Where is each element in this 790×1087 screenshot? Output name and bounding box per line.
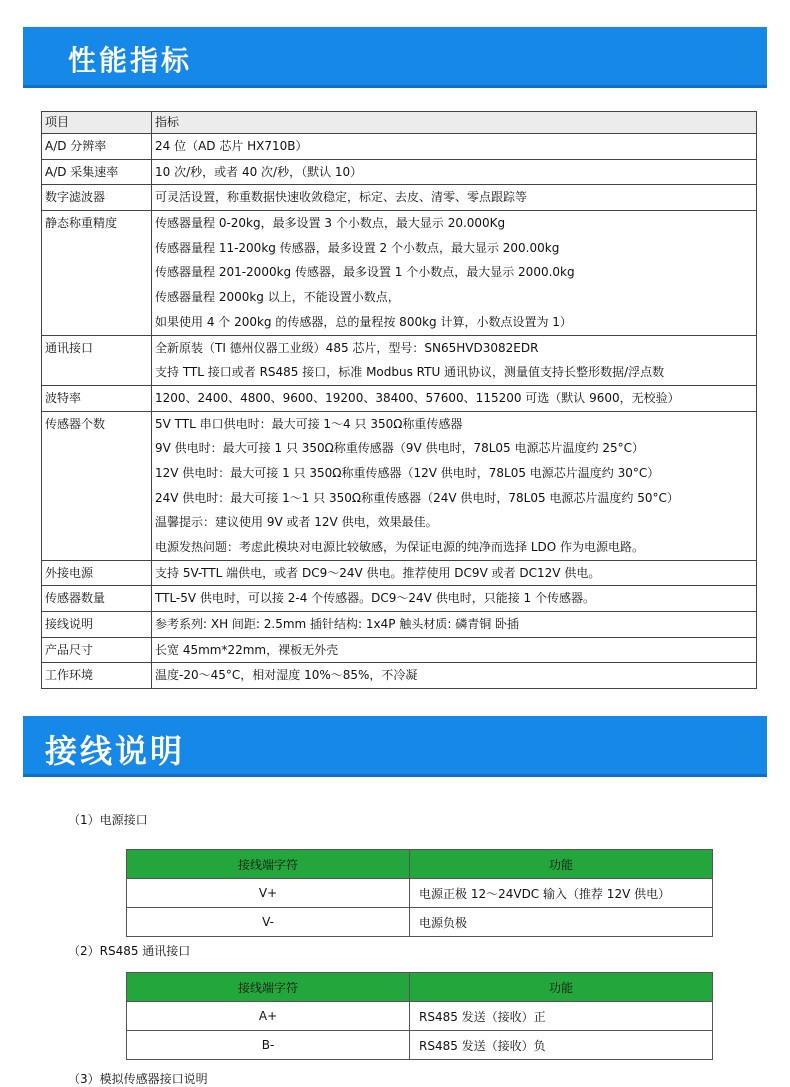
function-cell: 电源正极 12～24VDC 输入（推荐 12V 供电） <box>410 879 713 908</box>
table-row <box>127 908 713 937</box>
spec-item-label: 静态称重精度 <box>45 216 118 231</box>
spec-value-cell <box>152 663 757 689</box>
terminal-cell: A+ <box>127 1002 410 1031</box>
wiring-banner <box>23 716 767 777</box>
header-function: 功能 <box>410 850 713 879</box>
spec-value-line: 9V 供电时：最大可接 1 只 350Ω称重传感器（9V 供电时，78L05 电源芯片温度约 25°C） <box>155 441 644 456</box>
spec-value-cell <box>152 385 757 411</box>
terminal-cell: B- <box>127 1031 410 1060</box>
spec-item-label: 产品尺寸 <box>45 642 94 657</box>
sensor-port-label: （3）模拟传感器接口说明 <box>68 1072 208 1086</box>
rs485-port-label: （2）RS485 通讯接口 <box>68 944 191 958</box>
performance-banner <box>23 27 767 88</box>
header-function: 功能 <box>410 973 713 1002</box>
spec-value-line: TTL-5V 供电时，可以接 2-4 个传感器。DC9～24V 供电时，只能接 1 个传感器。 <box>155 591 595 606</box>
table-row <box>42 612 757 638</box>
spec-value-cell <box>152 211 757 335</box>
spec-item-cell <box>42 586 152 612</box>
spec-item-label: 传感器个数 <box>45 416 106 431</box>
spec-value-line: 温馨提示：建议使用 9V 或者 12V 供电，效果最佳。 <box>155 515 438 530</box>
table-header-row <box>127 973 713 1002</box>
spec-item-cell <box>42 612 152 638</box>
table-row <box>42 411 757 560</box>
table-row <box>42 185 757 211</box>
table-row <box>42 586 757 612</box>
spec-item-label: A/D 分辨率 <box>45 139 107 153</box>
spec-value-line: 12V 供电时：最大可接 1 只 350Ω称重传感器（12V 供电时，78L05 电源芯片温度约 30°C） <box>155 465 660 480</box>
spec-value-line: 如果使用 4 个 200kg 的传感器，总的量程按 800kg 计算，小数点设置为 1） <box>155 314 572 329</box>
spec-value-cell <box>152 159 757 185</box>
spec-value-line: 24 位（AD 芯片 HX710B） <box>155 139 308 153</box>
wiring-title: 接线说明 <box>45 732 186 770</box>
spec-value-cell <box>152 411 757 560</box>
header-terminal: 接线端字符 <box>127 850 410 879</box>
spec-value-cell <box>152 560 757 586</box>
spec-item-cell <box>42 411 152 560</box>
spec-item-cell <box>42 211 152 335</box>
spec-value-cell <box>152 185 757 211</box>
spec-value-cell <box>152 637 757 663</box>
function-cell: 电源负极 <box>410 908 713 937</box>
spec-value-line: 可灵活设置，称重数据快速收敛稳定，标定、去皮、清零、零点跟踪等 <box>155 190 528 205</box>
function-cell: RS485 发送（接收）正 <box>410 1002 713 1031</box>
power-port-label: （1）电源接口 <box>68 813 148 827</box>
header-terminal: 接线端字符 <box>127 973 410 1002</box>
spec-value-line: 传感器量程 0-20kg，最多设置 3 个小数点，最大显示 20.000Kg <box>155 216 506 231</box>
spec-header-value: 指标 <box>152 112 757 134</box>
spec-item-label: A/D 采集速率 <box>45 164 119 179</box>
spec-value-line: 1200、2400、4800、9600、19200、38400、57600、115200 可选（默认 9600，无校验） <box>155 390 680 405</box>
spec-item-label: 数字滤波器 <box>45 190 106 205</box>
table-row <box>127 1002 713 1031</box>
spec-item-cell <box>42 134 152 160</box>
spec-value-line: 传感器量程 201-2000kg 传感器，最多设置 1 个小数点，最大显示 2000.0kg <box>155 265 575 280</box>
power-port-table <box>126 849 713 937</box>
table-row <box>42 335 757 385</box>
spec-value-line: 支持 TTL 接口或者 RS485 接口，标准 Modbus RTU 通讯协议，测量值支持长整形数据/浮点数 <box>155 365 665 380</box>
spec-item-label: 接线说明 <box>45 617 94 632</box>
spec-item-label: 外接电源 <box>45 565 94 580</box>
spec-value-cell <box>152 612 757 638</box>
spec-item-label: 通讯接口 <box>45 340 94 355</box>
spec-table <box>41 111 757 689</box>
spec-item-cell <box>42 637 152 663</box>
spec-header-item: 项目 <box>42 112 152 134</box>
table-row <box>42 211 757 335</box>
spec-value-line: 24V 供电时：最大可接 1～1 只 350Ω称重传感器（24V 供电时，78L05 电源芯片温度约 50°C） <box>155 490 679 505</box>
spec-value-line: 电源发热问题：考虑此模块对电源比较敏感，为保证电源的纯净而选择 LDO 作为电源电路。 <box>155 540 645 554</box>
table-row <box>42 560 757 586</box>
spec-value-cell <box>152 586 757 612</box>
spec-value-line: 10 次/秒，或者 40 次/秒，（默认 10） <box>155 164 363 179</box>
table-row <box>42 637 757 663</box>
terminal-cell: V+ <box>127 879 410 908</box>
spec-value-line: 长宽 45mm*22mm，裸板无外壳 <box>155 642 339 657</box>
spec-item-label: 传感器数量 <box>45 591 106 606</box>
spec-value-line: 参考系列: XH 间距: 2.5mm 插针结构: 1x4P 触头材质: 磷青铜 卧插 <box>155 617 520 632</box>
table-header-row <box>127 850 713 879</box>
terminal-cell: V- <box>127 908 410 937</box>
spec-value-line: 温度-20～45°C，相对湿度 10%～85%，不冷凝 <box>155 668 418 683</box>
spec-item-cell <box>42 335 152 385</box>
spec-item-label: 波特率 <box>45 390 82 405</box>
spec-item-cell <box>42 663 152 689</box>
table-row <box>127 879 713 908</box>
spec-item-cell <box>42 560 152 586</box>
table-row <box>42 159 757 185</box>
spec-header-row <box>42 112 757 134</box>
spec-value-cell <box>152 134 757 160</box>
spec-item-label: 工作环境 <box>45 668 94 683</box>
spec-item-cell <box>42 185 152 211</box>
spec-value-line: 支持 5V-TTL 端供电，或者 DC9～24V 供电。推荐使用 DC9V 或者 DC12V 供电。 <box>155 565 601 580</box>
spec-item-cell <box>42 385 152 411</box>
spec-item-cell <box>42 159 152 185</box>
spec-value-line: 5V TTL 串口供电时：最大可接 1～4 只 350Ω称重传感器 <box>155 416 463 431</box>
table-row <box>42 385 757 411</box>
rs485-port-table <box>126 972 713 1060</box>
spec-value-line: 传感器量程 2000kg 以上，不能设置小数点， <box>155 290 400 305</box>
spec-value-line: 全新原装（TI 德州仪器工业级）485 芯片，型号：SN65HVD3082EDR <box>155 340 539 355</box>
table-row <box>42 134 757 160</box>
spec-value-line: 传感器量程 11-200kg 传感器，最多设置 2 个小数点，最大显示 200.00kg <box>155 240 560 255</box>
table-row <box>127 1031 713 1060</box>
function-cell: RS485 发送（接收）负 <box>410 1031 713 1060</box>
table-row <box>42 663 757 689</box>
performance-title: 性能指标 <box>68 44 193 77</box>
spec-value-cell <box>152 335 757 385</box>
